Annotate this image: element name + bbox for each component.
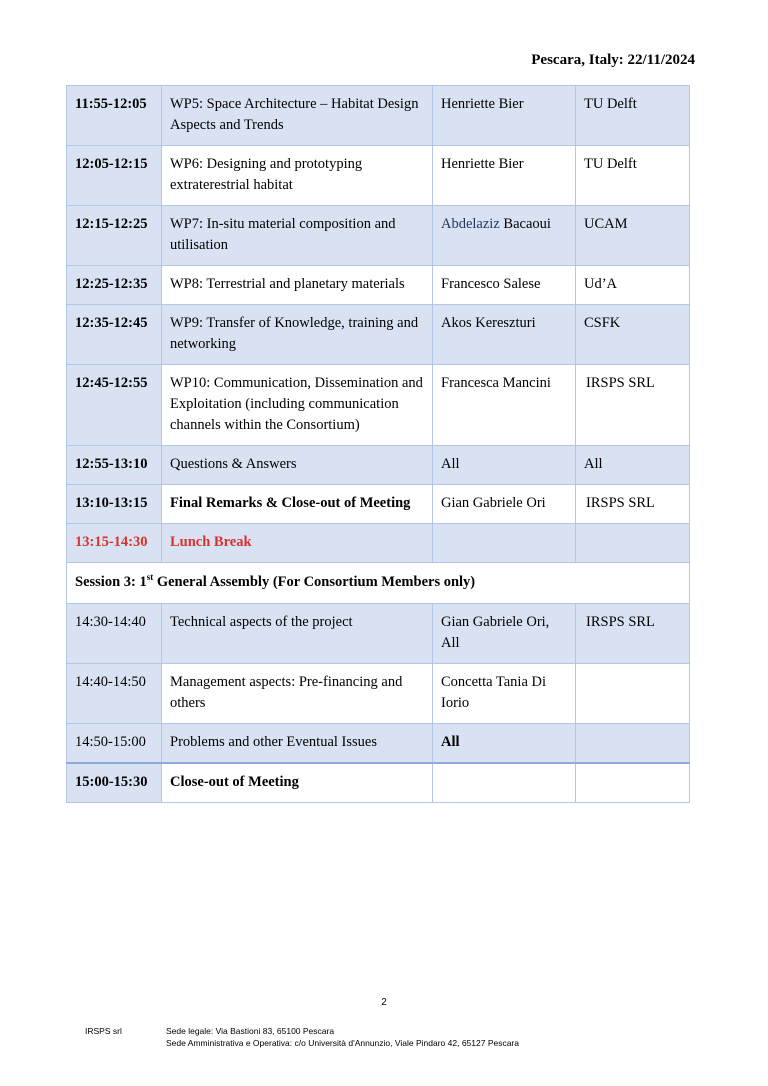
presenter-cell bbox=[433, 206, 576, 266]
activity-cell: WP7: In-situ material composition and utilisation bbox=[162, 206, 433, 266]
agenda-row bbox=[67, 86, 690, 146]
agenda-row bbox=[67, 206, 690, 266]
presenter-cell: Francesco Salese bbox=[433, 266, 576, 305]
presenter-cell bbox=[433, 763, 576, 803]
activity-cell: WP10: Communication, Dissemination and Exploitation (including communication channels within the Consortium) bbox=[162, 365, 433, 446]
agenda-row bbox=[67, 446, 690, 485]
presenter-cell: Akos Kereszturi bbox=[433, 305, 576, 365]
organisation-cell: UCAM bbox=[576, 206, 690, 266]
presenter-cell bbox=[433, 524, 576, 563]
agenda-row bbox=[67, 365, 690, 446]
organisation-cell bbox=[576, 763, 690, 803]
time-cell: 13:10-13:15 bbox=[67, 485, 162, 524]
organisation-cell: IRSPS SRL bbox=[576, 604, 690, 664]
time-cell: 12:35-12:45 bbox=[67, 305, 162, 365]
organisation-cell bbox=[576, 664, 690, 724]
session-title-prefix: Session 3: 1 bbox=[75, 574, 147, 590]
activity-cell: WP8: Terrestrial and planetary materials bbox=[162, 266, 433, 305]
activity-cell: WP9: Transfer of Knowledge, training and networking bbox=[162, 305, 433, 365]
time-cell: 14:50-15:00 bbox=[67, 724, 162, 764]
agenda-row bbox=[67, 724, 690, 764]
footer-address bbox=[166, 1025, 519, 1049]
session-title-sup: st bbox=[146, 572, 154, 583]
organisation-cell: IRSPS SRL bbox=[576, 485, 690, 524]
time-cell: 13:15-14:30 bbox=[67, 524, 162, 563]
organisation-cell: TU Delft bbox=[576, 146, 690, 206]
time-cell: 14:30-14:40 bbox=[67, 604, 162, 664]
session-title-suffix: General Assembly (For Consortium Members only) bbox=[153, 574, 476, 590]
session-header-row bbox=[67, 563, 690, 604]
agenda-row bbox=[67, 664, 690, 724]
time-cell: 12:05-12:15 bbox=[67, 146, 162, 206]
activity-cell: Lunch Break bbox=[162, 524, 433, 563]
footer-operative-address: Sede Amministrativa e Operativa: c/o Università d'Annunzio, Viale Pindaro 42, 65127 Pescara bbox=[166, 1038, 519, 1048]
organisation-cell: Ud’A bbox=[576, 266, 690, 305]
activity-cell: WP5: Space Architecture – Habitat Design Aspects and Trends bbox=[162, 86, 433, 146]
agenda-row bbox=[67, 604, 690, 664]
presenter-last-name: Bacaoui bbox=[503, 216, 551, 232]
presenter-cell: Gian Gabriele Ori, All bbox=[433, 604, 576, 664]
page-number: 2 bbox=[381, 997, 387, 1008]
activity-cell: Close-out of Meeting bbox=[162, 763, 433, 803]
presenter-cell: All bbox=[433, 724, 576, 764]
presenter-first-name: Abdelaziz bbox=[441, 216, 500, 232]
presenter-cell: Francesca Mancini bbox=[433, 365, 576, 446]
time-cell: 12:15-12:25 bbox=[67, 206, 162, 266]
agenda-row bbox=[67, 146, 690, 206]
time-cell: 12:55-13:10 bbox=[67, 446, 162, 485]
agenda-row bbox=[67, 266, 690, 305]
presenter-cell: Henriette Bier bbox=[433, 146, 576, 206]
organisation-cell bbox=[576, 724, 690, 764]
agenda-row bbox=[67, 763, 690, 803]
time-cell: 15:00-15:30 bbox=[67, 763, 162, 803]
organisation-cell bbox=[576, 524, 690, 563]
footer-company: IRSPS srl bbox=[85, 1026, 122, 1036]
footer-legal-address: Sede legale: Via Bastioni 83, 65100 Pescara bbox=[166, 1026, 335, 1036]
agenda-row bbox=[67, 305, 690, 365]
activity-cell: Technical aspects of the project bbox=[162, 604, 433, 664]
header-place-date: Pescara, Italy: 22/11/2024 bbox=[531, 52, 695, 68]
time-cell: 12:45-12:55 bbox=[67, 365, 162, 446]
organisation-cell: IRSPS SRL bbox=[576, 365, 690, 446]
activity-cell: Management aspects: Pre-financing and others bbox=[162, 664, 433, 724]
activity-cell: Problems and other Eventual Issues bbox=[162, 724, 433, 764]
time-cell: 14:40-14:50 bbox=[67, 664, 162, 724]
time-cell: 11:55-12:05 bbox=[67, 86, 162, 146]
presenter-cell: Henriette Bier bbox=[433, 86, 576, 146]
agenda-row bbox=[67, 485, 690, 524]
time-cell: 12:25-12:35 bbox=[67, 266, 162, 305]
organisation-cell: All bbox=[576, 446, 690, 485]
presenter-cell: Gian Gabriele Ori bbox=[433, 485, 576, 524]
organisation-cell: TU Delft bbox=[576, 86, 690, 146]
agenda-row-lunch bbox=[67, 524, 690, 563]
organisation-cell: CSFK bbox=[576, 305, 690, 365]
presenter-cell: All bbox=[433, 446, 576, 485]
agenda-table bbox=[66, 85, 690, 803]
activity-cell: Final Remarks & Close-out of Meeting bbox=[162, 485, 433, 524]
session-title bbox=[67, 563, 690, 604]
activity-cell: Questions & Answers bbox=[162, 446, 433, 485]
activity-cell: WP6: Designing and prototyping extraterestrial habitat bbox=[162, 146, 433, 206]
presenter-cell: Concetta Tania Di Iorio bbox=[433, 664, 576, 724]
